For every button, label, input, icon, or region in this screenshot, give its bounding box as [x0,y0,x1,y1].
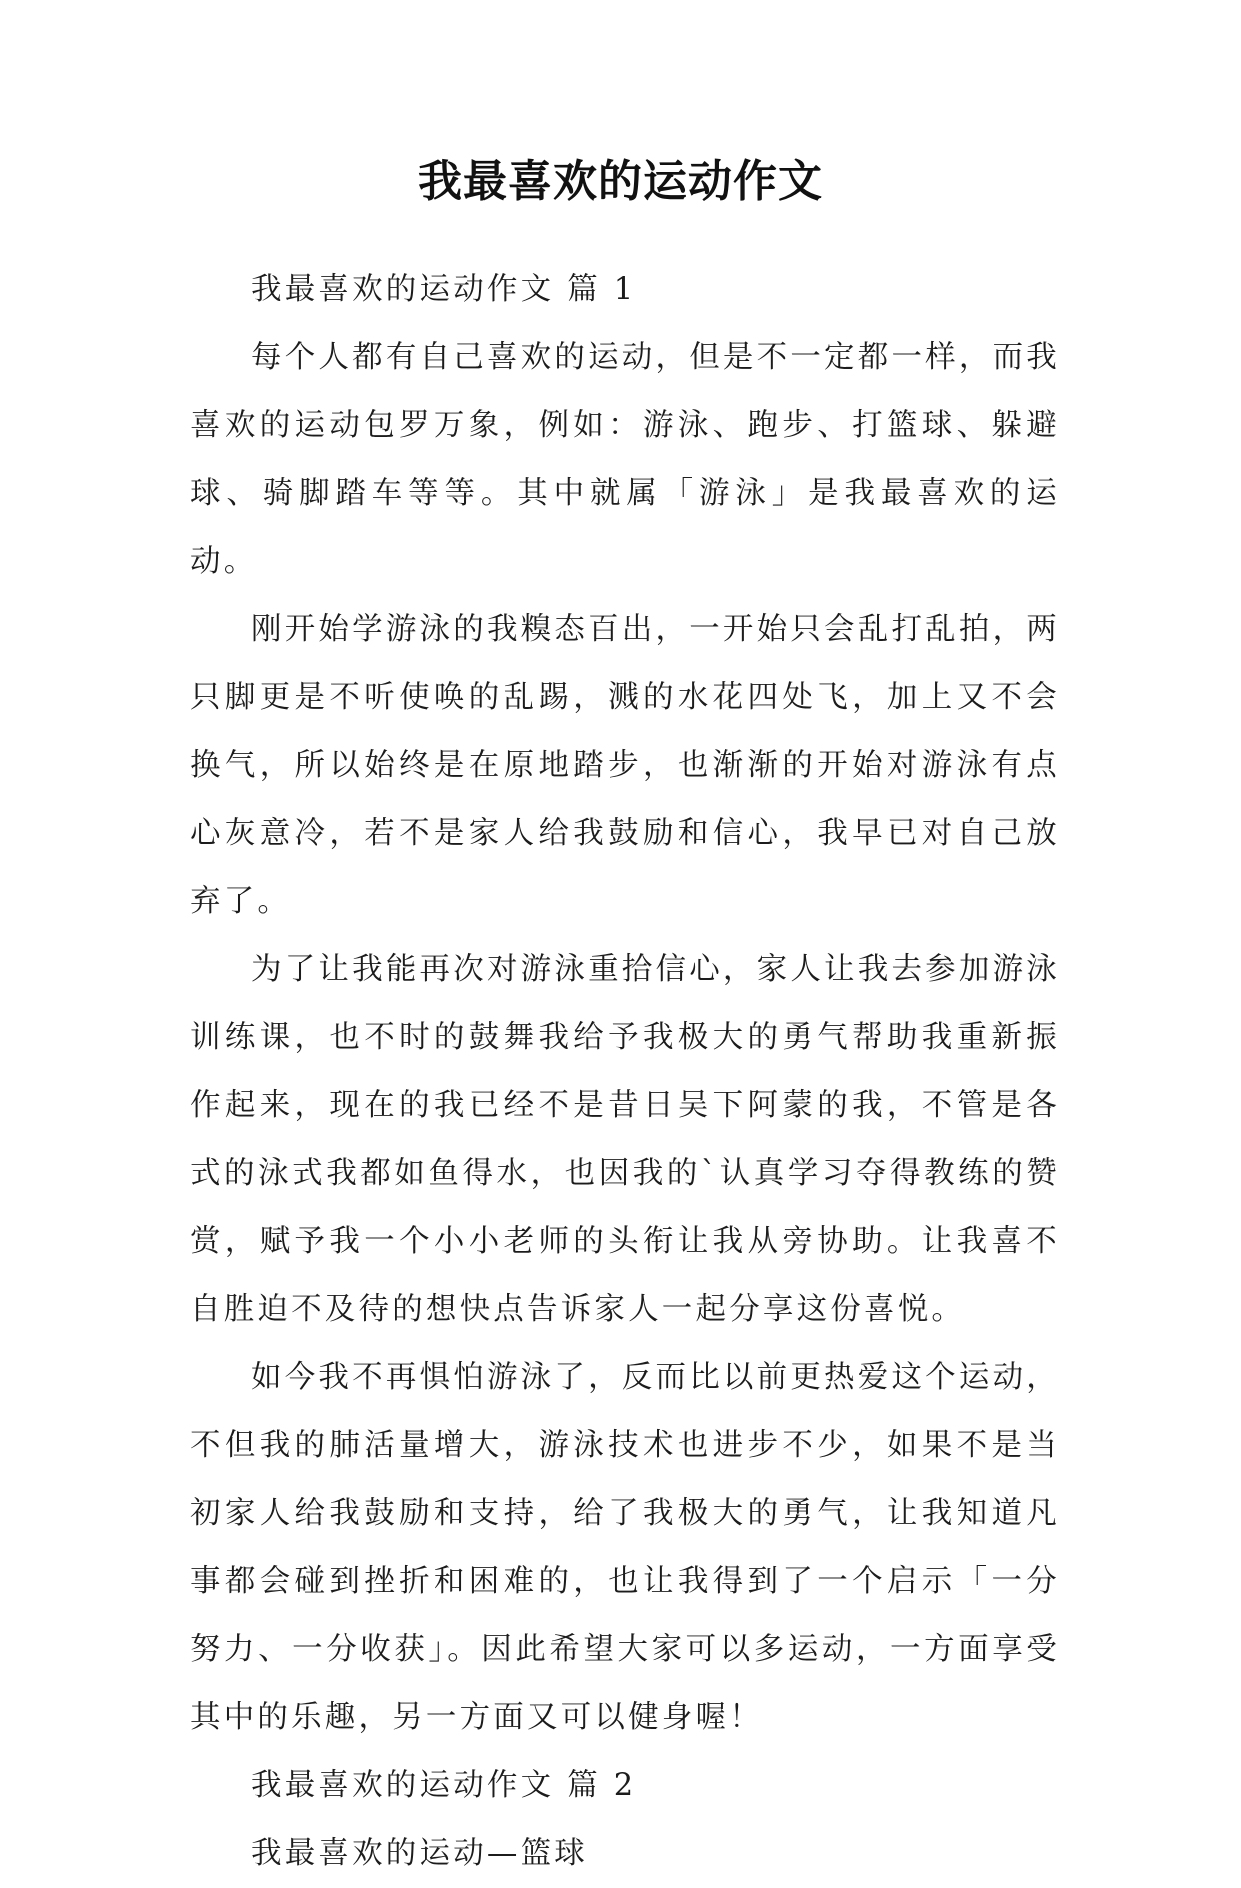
section-heading-2: 我最喜欢的运动作文 篇 2 [251,1768,637,1803]
paragraph-3: 为了让我能再次对游泳重拾信心，家人让我去参加游泳训练课，也不时的鼓舞我给予我极大的勇气帮助我重新振作起来，现在的我已经不是昔日吴下阿蒙的我，不管是各式的泳式我都如鱼得水，也因我的`认真学习夺得教练的赞赏，赋予我一个小小老师的头衔让我从旁协助。让我喜不自胜迫不及待的想快点告诉家人一起分享这份喜悦。 [190,952,1060,1327]
paragraph-5: 我最喜欢的运动—篮球 [251,1836,588,1871]
document-body [190,256,1060,1888]
paragraph-1: 每个人都有自己喜欢的运动，但是不一定都一样，而我喜欢的运动包罗万象，例如：游泳、跑步、打篮球、躲避球、骑脚踏车等等。其中就属「游泳」是我最喜欢的运动。 [190,340,1060,579]
document-title: 我最喜欢的运动作文 [418,156,823,207]
paragraph-2: 刚开始学游泳的我糗态百出，一开始只会乱打乱拍，两只脚更是不听使唤的乱踢，溅的水花四处飞，加上又不会换气，所以始终是在原地踏步，也渐渐的开始对游泳有点心灰意冷，若不是家人给我鼓励和信心，我早已对自己放弃了。 [190,612,1060,919]
paragraph-4: 如今我不再惧怕游泳了，反而比以前更热爱这个运动，不但我的肺活量增大，游泳技术也进步不少，如果不是当初家人给我鼓励和支持，给了我极大的勇气，让我知道凡事都会碰到挫折和困难的，也让我得到了一个启示「一分努力、一分收获」。因此希望大家可以多运动，一方面享受其中的乐趣，另一方面又可以健身喔！ [190,1360,1060,1735]
section-heading-1: 我最喜欢的运动作文 篇 1 [251,272,637,307]
